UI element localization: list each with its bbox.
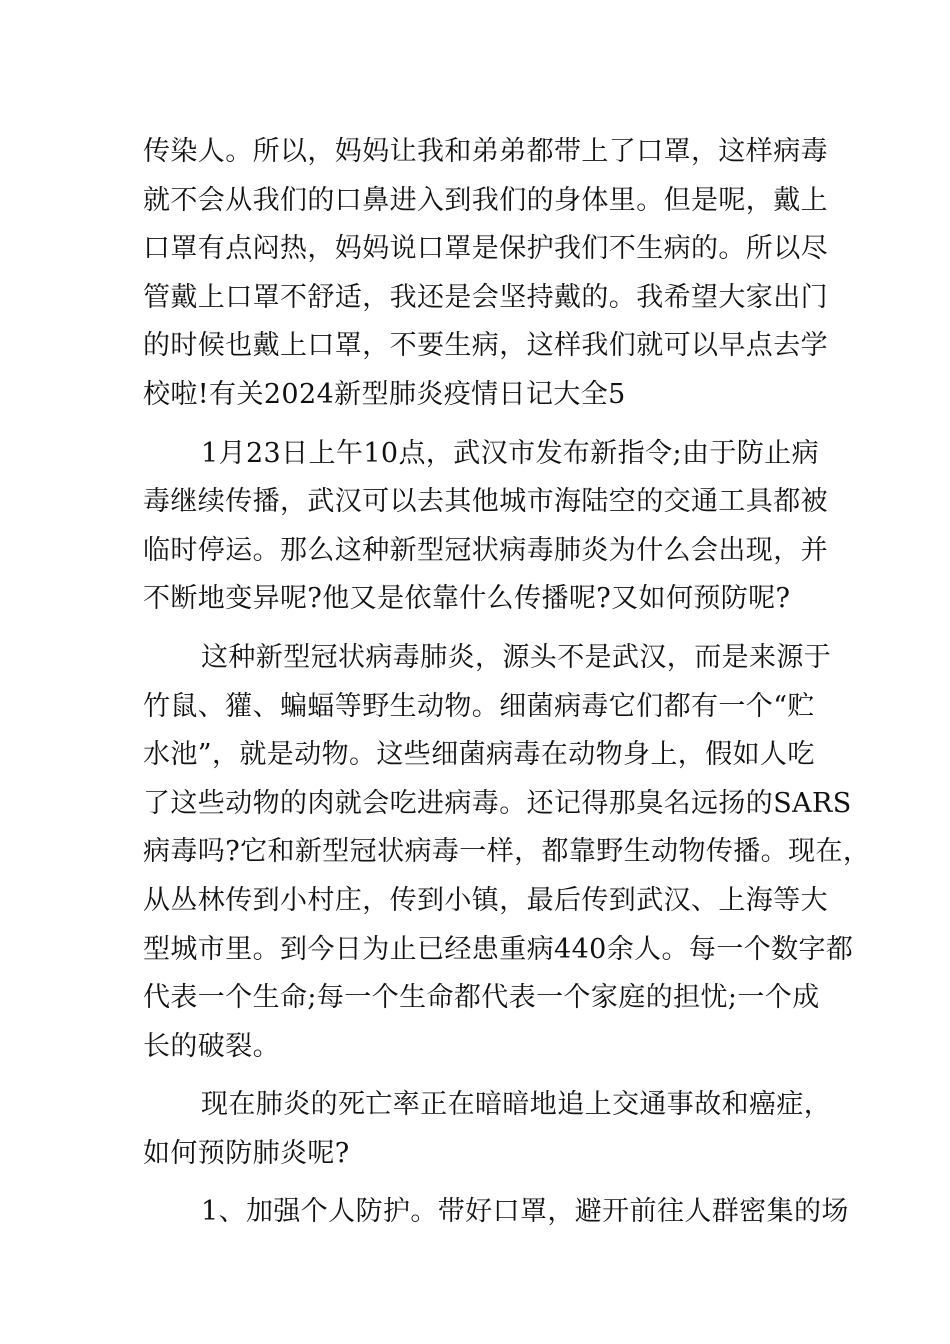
text-line: 如何预防肺炎呢? (143, 1137, 350, 1169)
text-line: 代表一个生命;每一个生命都代表一个家庭的担忧;一个成 (143, 982, 820, 1014)
text-line: 管戴上口罩不舒适，我还是会坚持戴的。我希望大家出门 (143, 281, 828, 313)
text-line: 病毒吗?它和新型冠状病毒一样，都靠野生动物传播。现在， (143, 836, 871, 868)
text-line: 了这些动物的肉就会吃进病毒。还记得那臭名远扬的SARS (143, 787, 852, 819)
text-line: 口罩有点闷热，妈妈说口罩是保护我们不生病的。所以尽 (143, 233, 828, 265)
document-body (143, 128, 871, 1237)
paragraph-start-line: 1、加强个人防护。带好口罩，避开前往人群密集的场 (201, 1196, 849, 1228)
text-line: 的时候也戴上口罩，不要生病，这样我们就可以早点去学 (143, 330, 828, 362)
text-line: 从丛林传到小村庄，传到小镇，最后传到武汉、上海等大 (143, 884, 828, 916)
paragraph-start-line: 这种新型冠状病毒肺炎，源头不是武汉，而是来源于 (201, 641, 832, 673)
text-line: 不断地变异呢?他又是依靠什么传播呢?又如何预防呢? (143, 583, 791, 615)
paragraph-start-line: 现在肺炎的死亡率正在暗暗地追上交通事故和癌症， (201, 1089, 832, 1121)
text-line: 毒继续传播，武汉可以去其他城市海陆空的交通工具都被 (143, 486, 828, 518)
text-line: 临时停运。那么这种新型冠状病毒肺炎为什么会出现，并 (143, 534, 828, 566)
text-line: 校啦!有关2024新型肺炎疫情日记大全5 (143, 378, 626, 410)
paragraph-start-line: 1月23日上午10点，武汉市发布新指令;由于防止病 (201, 437, 819, 469)
text-line: 长的破裂。 (143, 1030, 280, 1062)
text-line: 型城市里。到今日为止已经患重病440余人。每一个数字都 (143, 933, 854, 965)
text-line: 竹鼠、獾、蝙蝠等野生动物。细菌病毒它们都有一个“贮 (143, 690, 815, 722)
text-line: 就不会从我们的口鼻进入到我们的身体里。但是呢，戴上 (143, 184, 828, 216)
text-line: 传染人。所以，妈妈让我和弟弟都带上了口罩，这样病毒 (143, 136, 828, 167)
text-line: 水池”，就是动物。这些细菌病毒在动物身上，假如人吃 (143, 739, 815, 771)
